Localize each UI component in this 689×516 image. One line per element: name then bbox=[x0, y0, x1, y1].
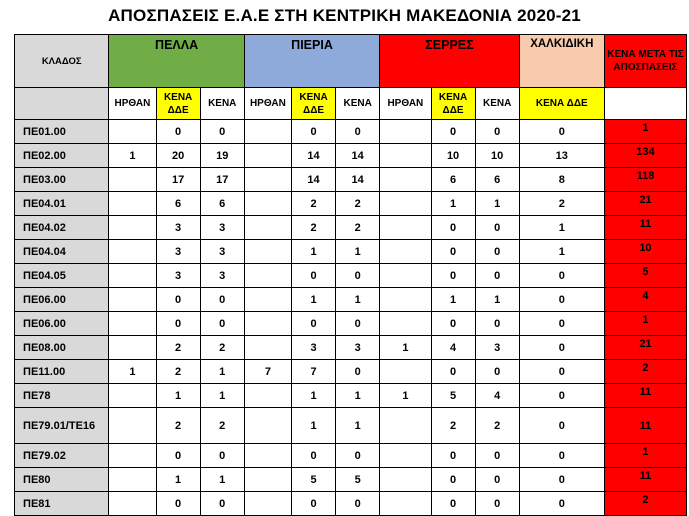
pella-irthan-cell: 1 bbox=[109, 360, 156, 384]
kena-meta-cell: 11 bbox=[604, 384, 686, 408]
klados-cell: ΠΕ11.00 bbox=[15, 360, 109, 384]
serres-irthan-cell bbox=[380, 360, 431, 384]
pieria-irthan-cell bbox=[244, 468, 291, 492]
pieria-irthan-header: ΗΡΘΑΝ bbox=[244, 88, 291, 120]
kena-meta-cell: 11 bbox=[604, 408, 686, 444]
pieria-kena-dde-cell: 1 bbox=[291, 408, 335, 444]
pieria-kena-cell: 0 bbox=[336, 492, 380, 516]
pieria-kena-dde-cell: 0 bbox=[291, 312, 335, 336]
klados-cell: ΠΕ08.00 bbox=[15, 336, 109, 360]
serres-kena-cell: 0 bbox=[475, 120, 519, 144]
kena-meta-cell: 10 bbox=[604, 240, 686, 264]
header-row bbox=[15, 35, 687, 88]
pella-kena-dde-cell: 2 bbox=[156, 336, 200, 360]
pella-irthan-cell bbox=[109, 492, 156, 516]
serres-kena-dde-cell: 0 bbox=[431, 444, 475, 468]
kena-meta-cell: 21 bbox=[604, 336, 686, 360]
pella-irthan-cell bbox=[109, 192, 156, 216]
xalk-kena-dde-cell: 0 bbox=[519, 360, 604, 384]
serres-kena-dde-cell: 1 bbox=[431, 192, 475, 216]
pella-irthan-cell bbox=[109, 168, 156, 192]
klados-cell: ΠΕ03.00 bbox=[15, 168, 109, 192]
header-pieria: ΠΙΕΡΙΑ bbox=[244, 35, 379, 88]
serres-kena-cell: 0 bbox=[475, 444, 519, 468]
pieria-irthan-cell bbox=[244, 444, 291, 468]
serres-irthan-cell bbox=[380, 120, 431, 144]
pieria-irthan-cell bbox=[244, 120, 291, 144]
xalk-kena-dde-cell: 0 bbox=[519, 468, 604, 492]
table-row bbox=[15, 444, 687, 468]
pieria-kena-cell: 0 bbox=[336, 360, 380, 384]
pella-irthan-cell: 1 bbox=[109, 144, 156, 168]
pieria-kena-cell: 0 bbox=[336, 444, 380, 468]
kena-meta-cell: 4 bbox=[604, 288, 686, 312]
table-row bbox=[15, 120, 687, 144]
pieria-kena-dde-cell: 1 bbox=[291, 288, 335, 312]
serres-kena-cell: 0 bbox=[475, 492, 519, 516]
pella-irthan-cell bbox=[109, 444, 156, 468]
xalk-kena-dde-cell: 0 bbox=[519, 384, 604, 408]
serres-kena-cell: 0 bbox=[475, 264, 519, 288]
serres-kena-cell: 2 bbox=[475, 408, 519, 444]
pella-irthan-cell bbox=[109, 336, 156, 360]
pella-irthan-cell bbox=[109, 240, 156, 264]
serres-irthan-cell bbox=[380, 168, 431, 192]
kena-meta-cell: 1 bbox=[604, 444, 686, 468]
pella-kena-dde-cell: 3 bbox=[156, 264, 200, 288]
pella-kena-cell: 1 bbox=[200, 384, 244, 408]
serres-irthan-cell bbox=[380, 192, 431, 216]
serres-kena-dde-cell: 0 bbox=[431, 216, 475, 240]
serres-kena-dde-cell: 0 bbox=[431, 492, 475, 516]
klados-cell: ΠΕ79.01/ΤΕ16 bbox=[15, 408, 109, 444]
pella-irthan-cell bbox=[109, 384, 156, 408]
serres-kena-dde-cell: 1 bbox=[431, 288, 475, 312]
kena-meta-cell: 2 bbox=[604, 360, 686, 384]
table-row bbox=[15, 264, 687, 288]
pella-kena-dde-cell: 6 bbox=[156, 192, 200, 216]
pieria-kena-dde-cell: 5 bbox=[291, 468, 335, 492]
serres-kena-cell: 0 bbox=[475, 360, 519, 384]
serres-kena-cell: 0 bbox=[475, 216, 519, 240]
xalk-kena-dde-cell: 8 bbox=[519, 168, 604, 192]
subheader-row bbox=[15, 88, 687, 120]
klados-cell: ΠΕ06.00 bbox=[15, 312, 109, 336]
pieria-kena-cell: 0 bbox=[336, 120, 380, 144]
pieria-kena-dde-cell: 0 bbox=[291, 120, 335, 144]
serres-irthan-cell bbox=[380, 216, 431, 240]
pieria-kena-header: ΚΕΝΑ bbox=[336, 88, 380, 120]
pella-kena-dde-cell: 2 bbox=[156, 360, 200, 384]
header-klados: ΚΛΑΔΟΣ bbox=[15, 35, 109, 88]
header-pella: ΠΕΛΛΑ bbox=[109, 35, 244, 88]
serres-kena-cell: 0 bbox=[475, 468, 519, 492]
serres-irthan-cell bbox=[380, 492, 431, 516]
pella-kena-cell: 17 bbox=[200, 168, 244, 192]
pella-kena-dde-cell: 17 bbox=[156, 168, 200, 192]
pieria-kena-dde-cell: 2 bbox=[291, 216, 335, 240]
serres-kena-dde-cell: 0 bbox=[431, 468, 475, 492]
pieria-kena-dde-cell: 2 bbox=[291, 192, 335, 216]
xalk-kena-dde-cell: 0 bbox=[519, 336, 604, 360]
serres-kena-cell: 0 bbox=[475, 240, 519, 264]
pella-kena-cell: 2 bbox=[200, 336, 244, 360]
pella-kena-cell: 19 bbox=[200, 144, 244, 168]
pieria-irthan-cell bbox=[244, 168, 291, 192]
serres-irthan-cell bbox=[380, 240, 431, 264]
pieria-irthan-cell bbox=[244, 312, 291, 336]
kena-meta-cell: 11 bbox=[604, 216, 686, 240]
pella-kena-dde-cell: 3 bbox=[156, 216, 200, 240]
pella-kena-dde-cell: 0 bbox=[156, 288, 200, 312]
serres-kena-cell: 4 bbox=[475, 384, 519, 408]
klados-cell: ΠΕ04.05 bbox=[15, 264, 109, 288]
pella-kena-cell: 0 bbox=[200, 120, 244, 144]
xalk-kena-dde-cell: 0 bbox=[519, 444, 604, 468]
pella-irthan-cell bbox=[109, 120, 156, 144]
xalk-kena-dde-cell: 0 bbox=[519, 120, 604, 144]
pella-kena-dde-cell: 2 bbox=[156, 408, 200, 444]
serres-kena-dde-cell: 0 bbox=[431, 312, 475, 336]
kena-meta-cell: 11 bbox=[604, 468, 686, 492]
pella-kena-cell: 3 bbox=[200, 216, 244, 240]
pieria-kena-dde-cell: 3 bbox=[291, 336, 335, 360]
subheader-blank bbox=[15, 88, 109, 120]
pieria-irthan-cell bbox=[244, 264, 291, 288]
serres-irthan-header: ΗΡΘΑΝ bbox=[380, 88, 431, 120]
pella-kena-dde-cell: 20 bbox=[156, 144, 200, 168]
pella-irthan-cell bbox=[109, 216, 156, 240]
table-row bbox=[15, 384, 687, 408]
serres-kena-cell: 10 bbox=[475, 144, 519, 168]
serres-kena-dde-cell: 4 bbox=[431, 336, 475, 360]
table-row bbox=[15, 408, 687, 444]
kena-meta-subheader-blank bbox=[604, 88, 686, 120]
serres-kena-dde-header: ΚΕΝΑ ΔΔΕ bbox=[431, 88, 475, 120]
pieria-irthan-cell bbox=[244, 408, 291, 444]
klados-cell: ΠΕ79.02 bbox=[15, 444, 109, 468]
pella-irthan-cell bbox=[109, 288, 156, 312]
pella-irthan-cell bbox=[109, 264, 156, 288]
serres-irthan-cell bbox=[380, 288, 431, 312]
pella-kena-cell: 1 bbox=[200, 468, 244, 492]
pieria-kena-cell: 0 bbox=[336, 312, 380, 336]
klados-cell: ΠΕ04.01 bbox=[15, 192, 109, 216]
serres-kena-cell: 0 bbox=[475, 312, 519, 336]
pella-kena-cell: 3 bbox=[200, 240, 244, 264]
pieria-irthan-cell bbox=[244, 240, 291, 264]
serres-kena-dde-cell: 5 bbox=[431, 384, 475, 408]
serres-irthan-cell bbox=[380, 444, 431, 468]
serres-kena-dde-cell: 0 bbox=[431, 240, 475, 264]
header-serres: ΣΕΡΡΕΣ bbox=[380, 35, 520, 88]
klados-cell: ΠΕ02.00 bbox=[15, 144, 109, 168]
pieria-irthan-cell: 7 bbox=[244, 360, 291, 384]
detachments-table bbox=[14, 34, 687, 516]
kena-meta-cell: 134 bbox=[604, 144, 686, 168]
table-row bbox=[15, 468, 687, 492]
table-row bbox=[15, 312, 687, 336]
table-row bbox=[15, 336, 687, 360]
pella-kena-dde-cell: 1 bbox=[156, 384, 200, 408]
pieria-kena-cell: 0 bbox=[336, 264, 380, 288]
pieria-kena-dde-cell: 7 bbox=[291, 360, 335, 384]
pella-kena-dde-cell: 1 bbox=[156, 468, 200, 492]
xalk-kena-dde-cell: 2 bbox=[519, 192, 604, 216]
table-row bbox=[15, 492, 687, 516]
pieria-irthan-cell bbox=[244, 192, 291, 216]
pella-irthan-cell bbox=[109, 312, 156, 336]
pella-kena-cell: 0 bbox=[200, 312, 244, 336]
table-row bbox=[15, 144, 687, 168]
pieria-irthan-cell bbox=[244, 336, 291, 360]
pieria-kena-cell: 1 bbox=[336, 408, 380, 444]
pieria-kena-cell: 1 bbox=[336, 384, 380, 408]
pella-kena-cell: 6 bbox=[200, 192, 244, 216]
serres-kena-dde-cell: 2 bbox=[431, 408, 475, 444]
xalk-kena-dde-cell: 13 bbox=[519, 144, 604, 168]
table-row bbox=[15, 240, 687, 264]
serres-irthan-cell bbox=[380, 144, 431, 168]
pieria-irthan-cell bbox=[244, 144, 291, 168]
xalk-kena-dde-cell: 0 bbox=[519, 264, 604, 288]
serres-kena-dde-cell: 0 bbox=[431, 120, 475, 144]
pieria-kena-cell: 3 bbox=[336, 336, 380, 360]
klados-cell: ΠΕ01.00 bbox=[15, 120, 109, 144]
kena-meta-cell: 1 bbox=[604, 120, 686, 144]
xalk-kena-dde-cell: 0 bbox=[519, 312, 604, 336]
pieria-kena-dde-cell: 14 bbox=[291, 168, 335, 192]
kena-meta-cell: 5 bbox=[604, 264, 686, 288]
serres-irthan-cell bbox=[380, 468, 431, 492]
kena-meta-cell: 21 bbox=[604, 192, 686, 216]
xalk-kena-dde-cell: 1 bbox=[519, 216, 604, 240]
pella-kena-cell: 2 bbox=[200, 408, 244, 444]
table-row bbox=[15, 168, 687, 192]
pella-kena-cell: 0 bbox=[200, 492, 244, 516]
pieria-irthan-cell bbox=[244, 384, 291, 408]
serres-kena-cell: 3 bbox=[475, 336, 519, 360]
xalk-kena-dde-cell: 0 bbox=[519, 288, 604, 312]
pieria-kena-cell: 2 bbox=[336, 216, 380, 240]
pieria-kena-dde-cell: 1 bbox=[291, 384, 335, 408]
pella-kena-dde-cell: 3 bbox=[156, 240, 200, 264]
klados-cell: ΠΕ78 bbox=[15, 384, 109, 408]
table-row bbox=[15, 192, 687, 216]
header-kena-meta: ΚΕΝΑ ΜΕΤΑ ΤΙΣ ΑΠΟΣΠΑΣΕΙΣ bbox=[604, 35, 686, 88]
pieria-kena-cell: 1 bbox=[336, 288, 380, 312]
serres-irthan-cell: 1 bbox=[380, 336, 431, 360]
pella-irthan-cell bbox=[109, 468, 156, 492]
pella-kena-dde-cell: 0 bbox=[156, 312, 200, 336]
serres-irthan-cell: 1 bbox=[380, 384, 431, 408]
pella-kena-dde-cell: 0 bbox=[156, 120, 200, 144]
xalk-kena-dde-cell: 0 bbox=[519, 492, 604, 516]
serres-kena-cell: 1 bbox=[475, 192, 519, 216]
pella-kena-cell: 0 bbox=[200, 444, 244, 468]
pieria-kena-dde-cell: 0 bbox=[291, 444, 335, 468]
pieria-kena-cell: 14 bbox=[336, 144, 380, 168]
serres-kena-cell: 6 bbox=[475, 168, 519, 192]
kena-meta-cell: 1 bbox=[604, 312, 686, 336]
pella-kena-cell: 3 bbox=[200, 264, 244, 288]
pieria-kena-dde-cell: 1 bbox=[291, 240, 335, 264]
kena-meta-cell: 2 bbox=[604, 492, 686, 516]
pieria-kena-cell: 5 bbox=[336, 468, 380, 492]
klados-cell: ΠΕ04.02 bbox=[15, 216, 109, 240]
pieria-irthan-cell bbox=[244, 492, 291, 516]
pella-kena-dde-cell: 0 bbox=[156, 492, 200, 516]
pella-irthan-header: ΗΡΘΑΝ bbox=[109, 88, 156, 120]
pieria-kena-dde-header: ΚΕΝΑ ΔΔΕ bbox=[291, 88, 335, 120]
serres-irthan-cell bbox=[380, 312, 431, 336]
serres-kena-cell: 1 bbox=[475, 288, 519, 312]
xalk-kena-dde-header: ΚΕΝΑ ΔΔΕ bbox=[519, 88, 604, 120]
pella-kena-header: ΚΕΝΑ bbox=[200, 88, 244, 120]
pella-kena-cell: 1 bbox=[200, 360, 244, 384]
table-row bbox=[15, 360, 687, 384]
page-title: ΑΠΟΣΠΑΣΕΙΣ Ε.Α.Ε ΣΤΗ ΚΕΝΤΡΙΚΗ ΜΑΚΕΔΟΝΙΑ 2020-21 bbox=[108, 6, 581, 25]
serres-kena-header: ΚΕΝΑ bbox=[475, 88, 519, 120]
pella-irthan-cell bbox=[109, 408, 156, 444]
pieria-kena-dde-cell: 14 bbox=[291, 144, 335, 168]
klados-cell: ΠΕ80 bbox=[15, 468, 109, 492]
serres-kena-dde-cell: 0 bbox=[431, 360, 475, 384]
serres-kena-dde-cell: 6 bbox=[431, 168, 475, 192]
pella-kena-dde-header: ΚΕΝΑ ΔΔΕ bbox=[156, 88, 200, 120]
pieria-kena-cell: 2 bbox=[336, 192, 380, 216]
pella-kena-cell: 0 bbox=[200, 288, 244, 312]
serres-irthan-cell bbox=[380, 408, 431, 444]
serres-kena-dde-cell: 0 bbox=[431, 264, 475, 288]
klados-cell: ΠΕ04.04 bbox=[15, 240, 109, 264]
pella-kena-dde-cell: 0 bbox=[156, 444, 200, 468]
table-row bbox=[15, 288, 687, 312]
pieria-kena-dde-cell: 0 bbox=[291, 264, 335, 288]
kena-meta-cell: 118 bbox=[604, 168, 686, 192]
xalk-kena-dde-cell: 1 bbox=[519, 240, 604, 264]
serres-irthan-cell bbox=[380, 264, 431, 288]
pieria-kena-cell: 1 bbox=[336, 240, 380, 264]
klados-cell: ΠΕ81 bbox=[15, 492, 109, 516]
klados-cell: ΠΕ06.00 bbox=[15, 288, 109, 312]
xalk-kena-dde-cell: 0 bbox=[519, 408, 604, 444]
pieria-irthan-cell bbox=[244, 216, 291, 240]
pieria-kena-dde-cell: 0 bbox=[291, 492, 335, 516]
pieria-irthan-cell bbox=[244, 288, 291, 312]
header-xalkidiki: ΧΑΛΚΙΔΙΚΗ bbox=[519, 35, 604, 88]
table-row bbox=[15, 216, 687, 240]
pieria-kena-cell: 14 bbox=[336, 168, 380, 192]
serres-kena-dde-cell: 10 bbox=[431, 144, 475, 168]
